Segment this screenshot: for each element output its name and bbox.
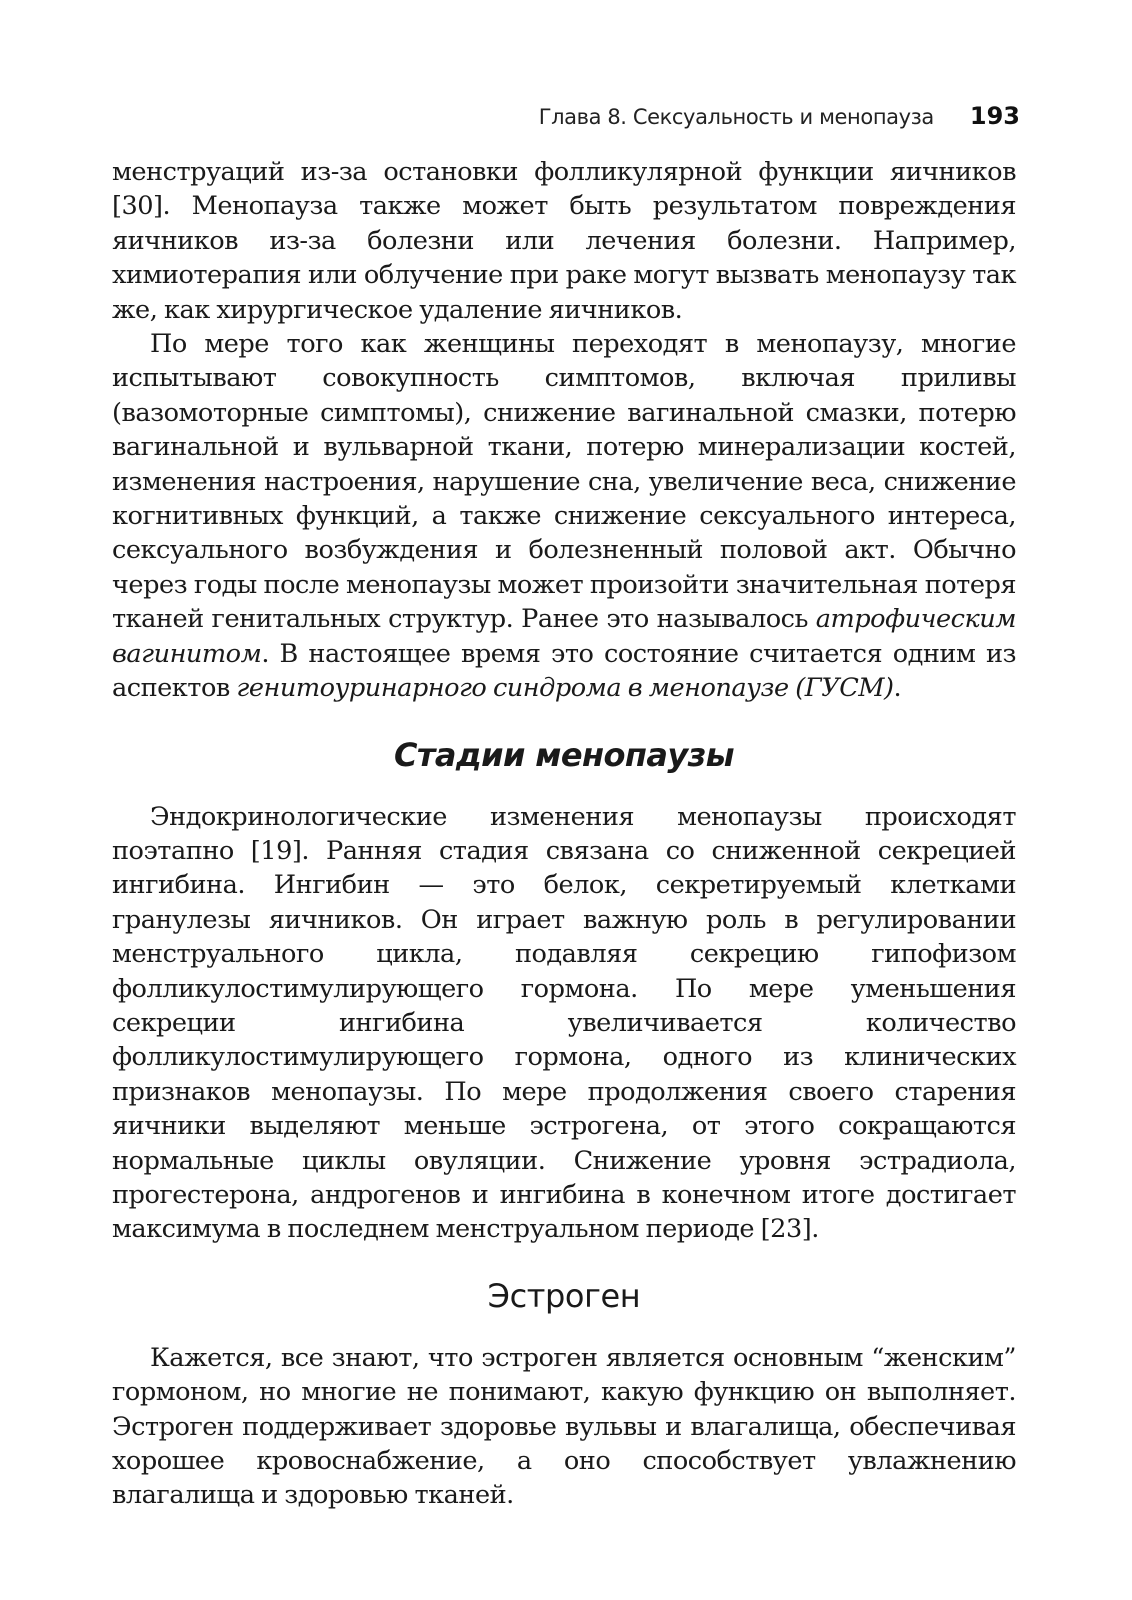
paragraph-3: Эндокринологические изменения менопаузы происходят поэтапно [19]. Ранняя стадия связана со сниженной секрецией ингибина. Ингибин — это белок, секретируемый клетками гранулезы яичников. Он играет важную роль в регулировании менструального цикла, подавляя секрецию гипофизом фолликулостимулирующего гормона. По мере уменьшения секреции ингибина увеличивается количество фолликулостимулирующего гормона, одного из клинических признаков менопаузы. По мере продолжения своего старения яичники выделяют меньше эстрогена, от этого сокращаются нормальные циклы овуляции. Снижение уровня эстрадиола, прогестерона, андрогенов и ингибина в конечном итоге достигает максимума в последнем менструальном периоде [23].: [112, 801, 1016, 1245]
heading-menopause-stages: Стадии менопаузы: [394, 735, 734, 774]
paragraph-2: [112, 327, 1016, 705]
page-number: 193: [969, 102, 1020, 130]
chapter-title: Глава 8. Сексуальность и менопауза: [538, 105, 934, 129]
paragraph-2-text-c: .: [893, 673, 902, 704]
paragraph-2-italic-term-2: генитоуринарного синдрома в менопаузе (ГУСМ): [236, 673, 894, 704]
paragraph-4: Кажется, все знают, что эстроген является основным “женским” гормоном, но многие не понимают, какую функцию он выполняет. Эстроген поддерживает здоровье вульвы и влагалища, обеспечивая хорошее кровоснабжение, а оно способствует увлажнению влагалища и здоровью тканей.: [112, 1342, 1016, 1511]
paragraph-1: менструаций из-за остановки фолликулярной функции яичников [30]. Менопауза также может быть результатом повреждения яичников из-за болезни или лечения болезни. Например, химиотерапия или облучение при раке могут вызвать менопаузу так же, как хирургическое удаление яичников.: [112, 157, 1016, 325]
paragraph-2-italic-term-1: атрофическим вагинитом: [112, 604, 1016, 669]
heading-estrogen: Эстроген: [487, 1276, 641, 1315]
paragraph-2-text-b: . В настоящее время это состояние считается одним из аспектов: [112, 638, 1016, 704]
running-header: [112, 102, 1020, 134]
paragraph-2-text-a: По мере того как женщины переходят в менопаузу, многие испытывают совокупность симптомов, включая приливы (вазомоторные симптомы), снижение вагинальной смазки, потерю вагинальной и вульварной ткани, потерю минерализации костей, изменения настроения, нарушение сна, увеличение веса, снижение когнитивных функций, а также снижение сексуального интереса, сексуального возбуждения и болезненный половой акт. Обычно через годы после менопаузы может произойти значительная потеря тканей генитальных структур. Ранее это называлось: [112, 329, 1016, 635]
page-body: [112, 155, 1016, 1513]
